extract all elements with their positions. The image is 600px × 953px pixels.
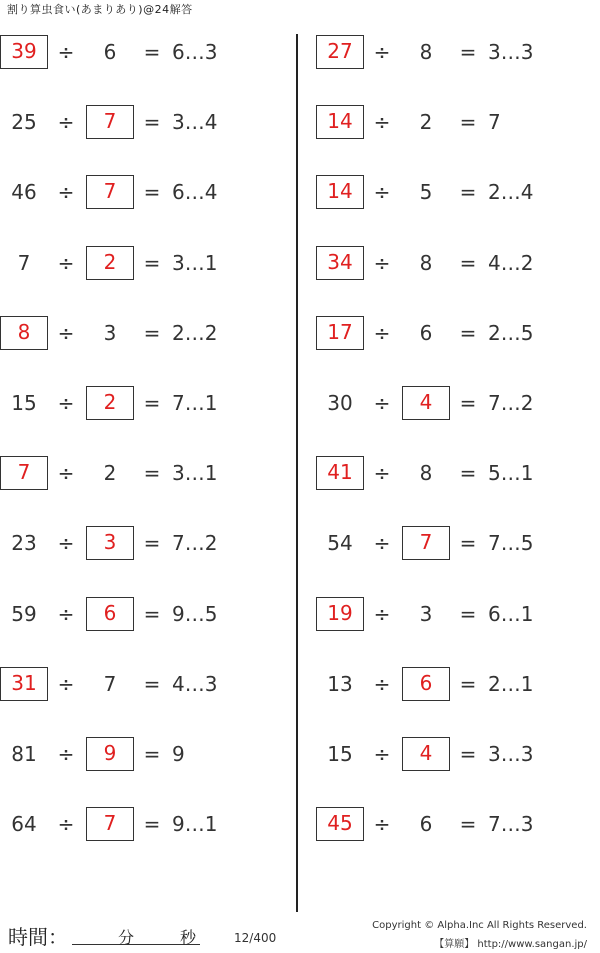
problem-row xyxy=(0,386,290,420)
problem-row xyxy=(0,737,290,771)
quotient-remainder: 6…1 xyxy=(488,601,534,626)
division-sign: ÷ xyxy=(373,391,391,415)
equals-sign: = xyxy=(143,812,161,837)
quotient-remainder: 7…2 xyxy=(488,391,534,415)
problem-row xyxy=(0,175,290,209)
time-label: 時間： xyxy=(8,925,68,949)
equals-sign: = xyxy=(143,461,161,486)
division-sign: ÷ xyxy=(57,671,75,696)
division-sign: ÷ xyxy=(373,250,391,275)
divisor-answer-box: 6 xyxy=(402,667,450,701)
copyright: Copyright © Alpha.Inc All Rights Reserved. xyxy=(372,920,587,931)
dividend-answer-box: 7 xyxy=(0,456,48,490)
divisor-answer-box: 7 xyxy=(86,105,134,139)
problem-row xyxy=(0,456,290,490)
worksheet-title: 割り算虫食い(あまりあり)@24解答 xyxy=(7,3,193,16)
division-sign: ÷ xyxy=(373,812,391,837)
quotient-remainder: 7…2 xyxy=(172,531,218,556)
divisor: 2 xyxy=(103,461,117,486)
equals-sign: = xyxy=(143,742,161,766)
equals-sign: = xyxy=(459,671,477,696)
division-sign: ÷ xyxy=(57,320,75,345)
equals-sign: = xyxy=(143,250,161,275)
divisor-answer-box: 4 xyxy=(402,386,450,420)
problem-row xyxy=(0,667,290,701)
divisor-answer-box: 3 xyxy=(86,526,134,560)
division-sign: ÷ xyxy=(373,461,391,486)
site-link[interactable]: 【算願】 http://www.sangan.jp/ xyxy=(434,939,587,950)
dividend-answer-box: 39 xyxy=(0,35,48,69)
seconds-label: 秒 xyxy=(180,928,197,947)
problem-row xyxy=(316,386,600,420)
quotient-remainder: 2…2 xyxy=(172,320,218,345)
divisor-answer-box: 9 xyxy=(86,737,134,771)
problem-row xyxy=(316,316,600,350)
division-sign: ÷ xyxy=(373,601,391,626)
division-sign: ÷ xyxy=(57,40,75,64)
equals-sign: = xyxy=(459,250,477,275)
equals-sign: = xyxy=(459,461,477,486)
quotient-remainder: 2…1 xyxy=(488,671,534,696)
divisor: 6 xyxy=(419,812,433,837)
divisor-answer-box: 7 xyxy=(86,807,134,841)
division-sign: ÷ xyxy=(373,180,391,205)
dividend-answer-box: 45 xyxy=(316,807,364,841)
equals-sign: = xyxy=(143,601,161,626)
quotient-remainder: 3…3 xyxy=(488,742,534,766)
minutes-label: 分 xyxy=(118,928,135,947)
dividend: 54 xyxy=(327,531,353,556)
dividend-answer-box: 34 xyxy=(316,246,364,280)
equals-sign: = xyxy=(459,742,477,766)
divisor-answer-box: 4 xyxy=(402,737,450,771)
dividend: 64 xyxy=(11,812,37,837)
division-sign: ÷ xyxy=(57,742,75,766)
problem-row xyxy=(316,105,600,139)
equals-sign: = xyxy=(459,40,477,64)
divisor-answer-box: 2 xyxy=(86,246,134,280)
dividend: 25 xyxy=(11,110,37,135)
quotient-remainder: 6…3 xyxy=(172,40,218,64)
equals-sign: = xyxy=(459,320,477,345)
equals-sign: = xyxy=(459,180,477,205)
problem-row xyxy=(316,35,600,69)
dividend-answer-box: 14 xyxy=(316,175,364,209)
dividend: 15 xyxy=(11,391,37,415)
division-sign: ÷ xyxy=(373,110,391,135)
divisor: 6 xyxy=(419,320,433,345)
division-sign: ÷ xyxy=(57,391,75,415)
quotient-remainder: 4…3 xyxy=(172,671,218,696)
equals-sign: = xyxy=(459,531,477,556)
division-sign: ÷ xyxy=(57,531,75,556)
divisor: 8 xyxy=(419,250,433,275)
equals-sign: = xyxy=(143,40,161,64)
dividend-answer-box: 41 xyxy=(316,456,364,490)
division-sign: ÷ xyxy=(373,742,391,766)
equals-sign: = xyxy=(143,320,161,345)
divisor: 3 xyxy=(419,601,433,626)
quotient-remainder: 9…5 xyxy=(172,601,218,626)
quotient-remainder: 2…5 xyxy=(488,320,534,345)
divisor-answer-box: 7 xyxy=(86,175,134,209)
quotient-remainder: 3…1 xyxy=(172,461,218,486)
dividend: 59 xyxy=(11,601,37,626)
equals-sign: = xyxy=(459,110,477,135)
quotient-remainder: 7…3 xyxy=(488,812,534,837)
equals-sign: = xyxy=(459,391,477,415)
dividend: 15 xyxy=(327,742,353,766)
problem-row xyxy=(316,175,600,209)
quotient-remainder: 7…5 xyxy=(488,531,534,556)
left-column xyxy=(0,0,296,953)
division-sign: ÷ xyxy=(57,180,75,205)
quotient-remainder: 9 xyxy=(172,742,185,766)
dividend-answer-box: 31 xyxy=(0,667,48,701)
problem-row xyxy=(0,316,290,350)
problem-row xyxy=(0,526,290,560)
divisor: 7 xyxy=(103,671,117,696)
problem-row xyxy=(0,35,290,69)
dividend-answer-box: 19 xyxy=(316,597,364,631)
dividend: 13 xyxy=(327,671,353,696)
problem-row xyxy=(316,246,600,280)
divisor: 2 xyxy=(419,110,433,135)
divisor-answer-box: 2 xyxy=(86,386,134,420)
quotient-remainder: 4…2 xyxy=(488,250,534,275)
division-sign: ÷ xyxy=(57,110,75,135)
dividend: 23 xyxy=(11,531,37,556)
problem-row xyxy=(316,737,600,771)
division-sign: ÷ xyxy=(373,320,391,345)
problem-row xyxy=(316,667,600,701)
quotient-remainder: 7…1 xyxy=(172,391,218,415)
equals-sign: = xyxy=(143,110,161,135)
divisor: 6 xyxy=(103,40,117,64)
equals-sign: = xyxy=(143,391,161,415)
column-divider xyxy=(296,34,298,912)
quotient-remainder: 6…4 xyxy=(172,180,218,205)
problem-row xyxy=(316,807,600,841)
equals-sign: = xyxy=(459,601,477,626)
division-sign: ÷ xyxy=(373,671,391,696)
equals-sign: = xyxy=(459,812,477,837)
dividend: 46 xyxy=(11,180,37,205)
dividend: 81 xyxy=(11,742,37,766)
problem-row xyxy=(0,597,290,631)
divisor-answer-box: 6 xyxy=(86,597,134,631)
quotient-remainder: 2…4 xyxy=(488,180,534,205)
quotient-remainder: 5…1 xyxy=(488,461,534,486)
quotient-remainder: 9…1 xyxy=(172,812,218,837)
division-sign: ÷ xyxy=(57,812,75,837)
problem-row xyxy=(316,526,600,560)
dividend: 30 xyxy=(327,391,353,415)
divisor-answer-box: 7 xyxy=(402,526,450,560)
right-column xyxy=(316,0,600,953)
divisor: 8 xyxy=(419,461,433,486)
dividend-answer-box: 8 xyxy=(0,316,48,350)
problem-row xyxy=(0,807,290,841)
equals-sign: = xyxy=(143,531,161,556)
division-sign: ÷ xyxy=(373,531,391,556)
quotient-remainder: 3…1 xyxy=(172,250,218,275)
division-sign: ÷ xyxy=(57,461,75,486)
divisor: 8 xyxy=(419,40,433,64)
division-sign: ÷ xyxy=(57,601,75,626)
problem-row xyxy=(0,246,290,280)
dividend-answer-box: 17 xyxy=(316,316,364,350)
problem-row xyxy=(316,597,600,631)
problem-row xyxy=(0,105,290,139)
dividend-answer-box: 14 xyxy=(316,105,364,139)
division-sign: ÷ xyxy=(57,250,75,275)
equals-sign: = xyxy=(143,671,161,696)
quotient-remainder: 7 xyxy=(488,110,501,135)
divisor: 3 xyxy=(103,320,117,345)
dividend: 7 xyxy=(17,250,31,275)
dividend-answer-box: 27 xyxy=(316,35,364,69)
equals-sign: = xyxy=(143,180,161,205)
divisor: 5 xyxy=(419,180,433,205)
quotient-remainder: 3…4 xyxy=(172,110,218,135)
problem-row xyxy=(316,456,600,490)
quotient-remainder: 3…3 xyxy=(488,40,534,64)
page-number: 12/400 xyxy=(234,931,277,945)
division-sign: ÷ xyxy=(373,40,391,64)
